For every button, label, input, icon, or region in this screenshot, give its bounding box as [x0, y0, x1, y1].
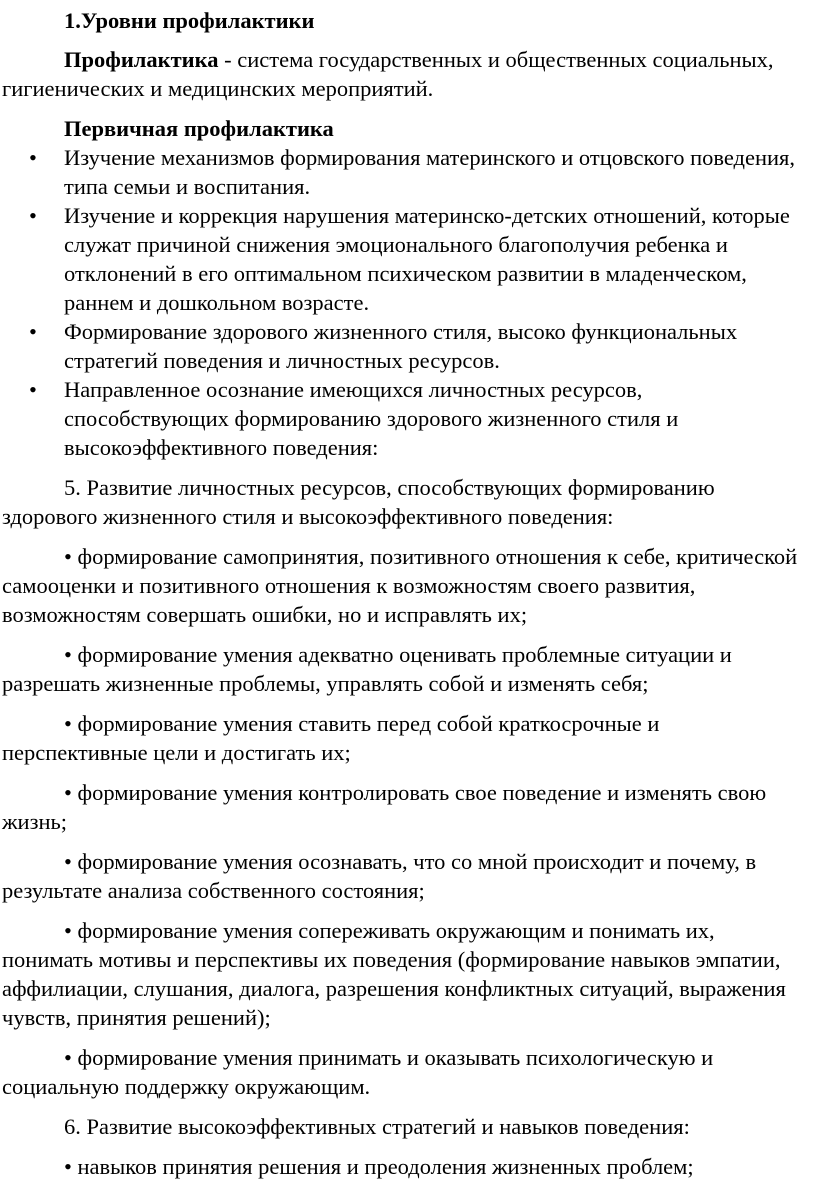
section5-title: 5. Развитие личностных ресурсов, способствующих формированию здорового жизненного стиля и высокоэффективного поведения: — [2, 475, 715, 529]
definition-paragraph — [2, 45, 808, 103]
section5-item: • формирование умения сопереживать окружающим и понимать их, понимать мотивы и перспективы их поведения (формирование навыков эмпатии, аффилиации, слушания, диалога, разрешения конфликтных ситуаций, выражения чувств, принятия решений); — [2, 918, 786, 1030]
section6-title: 6. Развитие высокоэффективных стратегий и навыков поведения: — [64, 1114, 690, 1139]
section5-item: • формирование умения принимать и оказывать психологическую и социальную поддержку окружающим. — [2, 1045, 714, 1099]
section5-item: • формирование умения адекватно оценивать проблемные ситуации и разрешать жизненные проблемы, управлять собой и изменять себя; — [2, 642, 732, 696]
section5-item: • формирование умения контролировать свое поведение и изменять свою жизнь; — [2, 780, 767, 834]
primary-bullet-text: Направленное осознание имеющихся личностных ресурсов, способствующих формированию здорового жизненного стиля и высокоэффективного поведения: — [64, 377, 679, 460]
primary-bullet-text: Изучение и коррекция нарушения материнско-детских отношений, которые служат причиной снижения эмоционального благополучия ребенка и отклонений в его оптимальном психическом развитии в младенческом, раннем и дошкольном возрасте. — [64, 203, 790, 315]
primary-prevention-title: Первичная профилактика — [64, 116, 334, 141]
primary-bullet-text: Изучение механизмов формирования материнского и отцовского поведения, типа семьи и воспитания. — [64, 145, 796, 199]
definition-text: - система государственных и общественных социальных, гигиенических и медицинских мероприятий. — [2, 47, 774, 101]
definition-term: Профилактика — [64, 47, 219, 72]
primary-bullet-item — [2, 375, 808, 462]
section5-item: • формирование умения осознавать, что со мной происходит и почему, в результате анализа собственного состояния; — [2, 849, 757, 903]
bullet-icon: • — [29, 319, 37, 344]
section5-item: • формирование умения ставить перед собой краткосрочные и перспективные цели и достигать их; — [2, 711, 660, 765]
section6-item: • навыков принятия решения и преодоления жизненных проблем; — [64, 1154, 694, 1179]
primary-bullet-item — [2, 317, 808, 375]
primary-bullet-text: Формирование здорового жизненного стиля, высоко функциональных стратегий поведения и личностных ресурсов. — [64, 319, 738, 373]
section-heading: 1.Уровни профилактики — [64, 8, 315, 33]
bullet-icon: • — [29, 203, 37, 228]
bullet-icon: • — [29, 145, 37, 170]
primary-bullet-item — [2, 143, 808, 201]
section5-item: • формирование самопринятия, позитивного отношения к себе, критической самооценки и позитивного отношения к возможностям своего развития, возможностям совершать ошибки, но и исправлять их; — [2, 544, 798, 627]
primary-bullet-item — [2, 201, 808, 317]
bullet-icon: • — [29, 377, 37, 402]
